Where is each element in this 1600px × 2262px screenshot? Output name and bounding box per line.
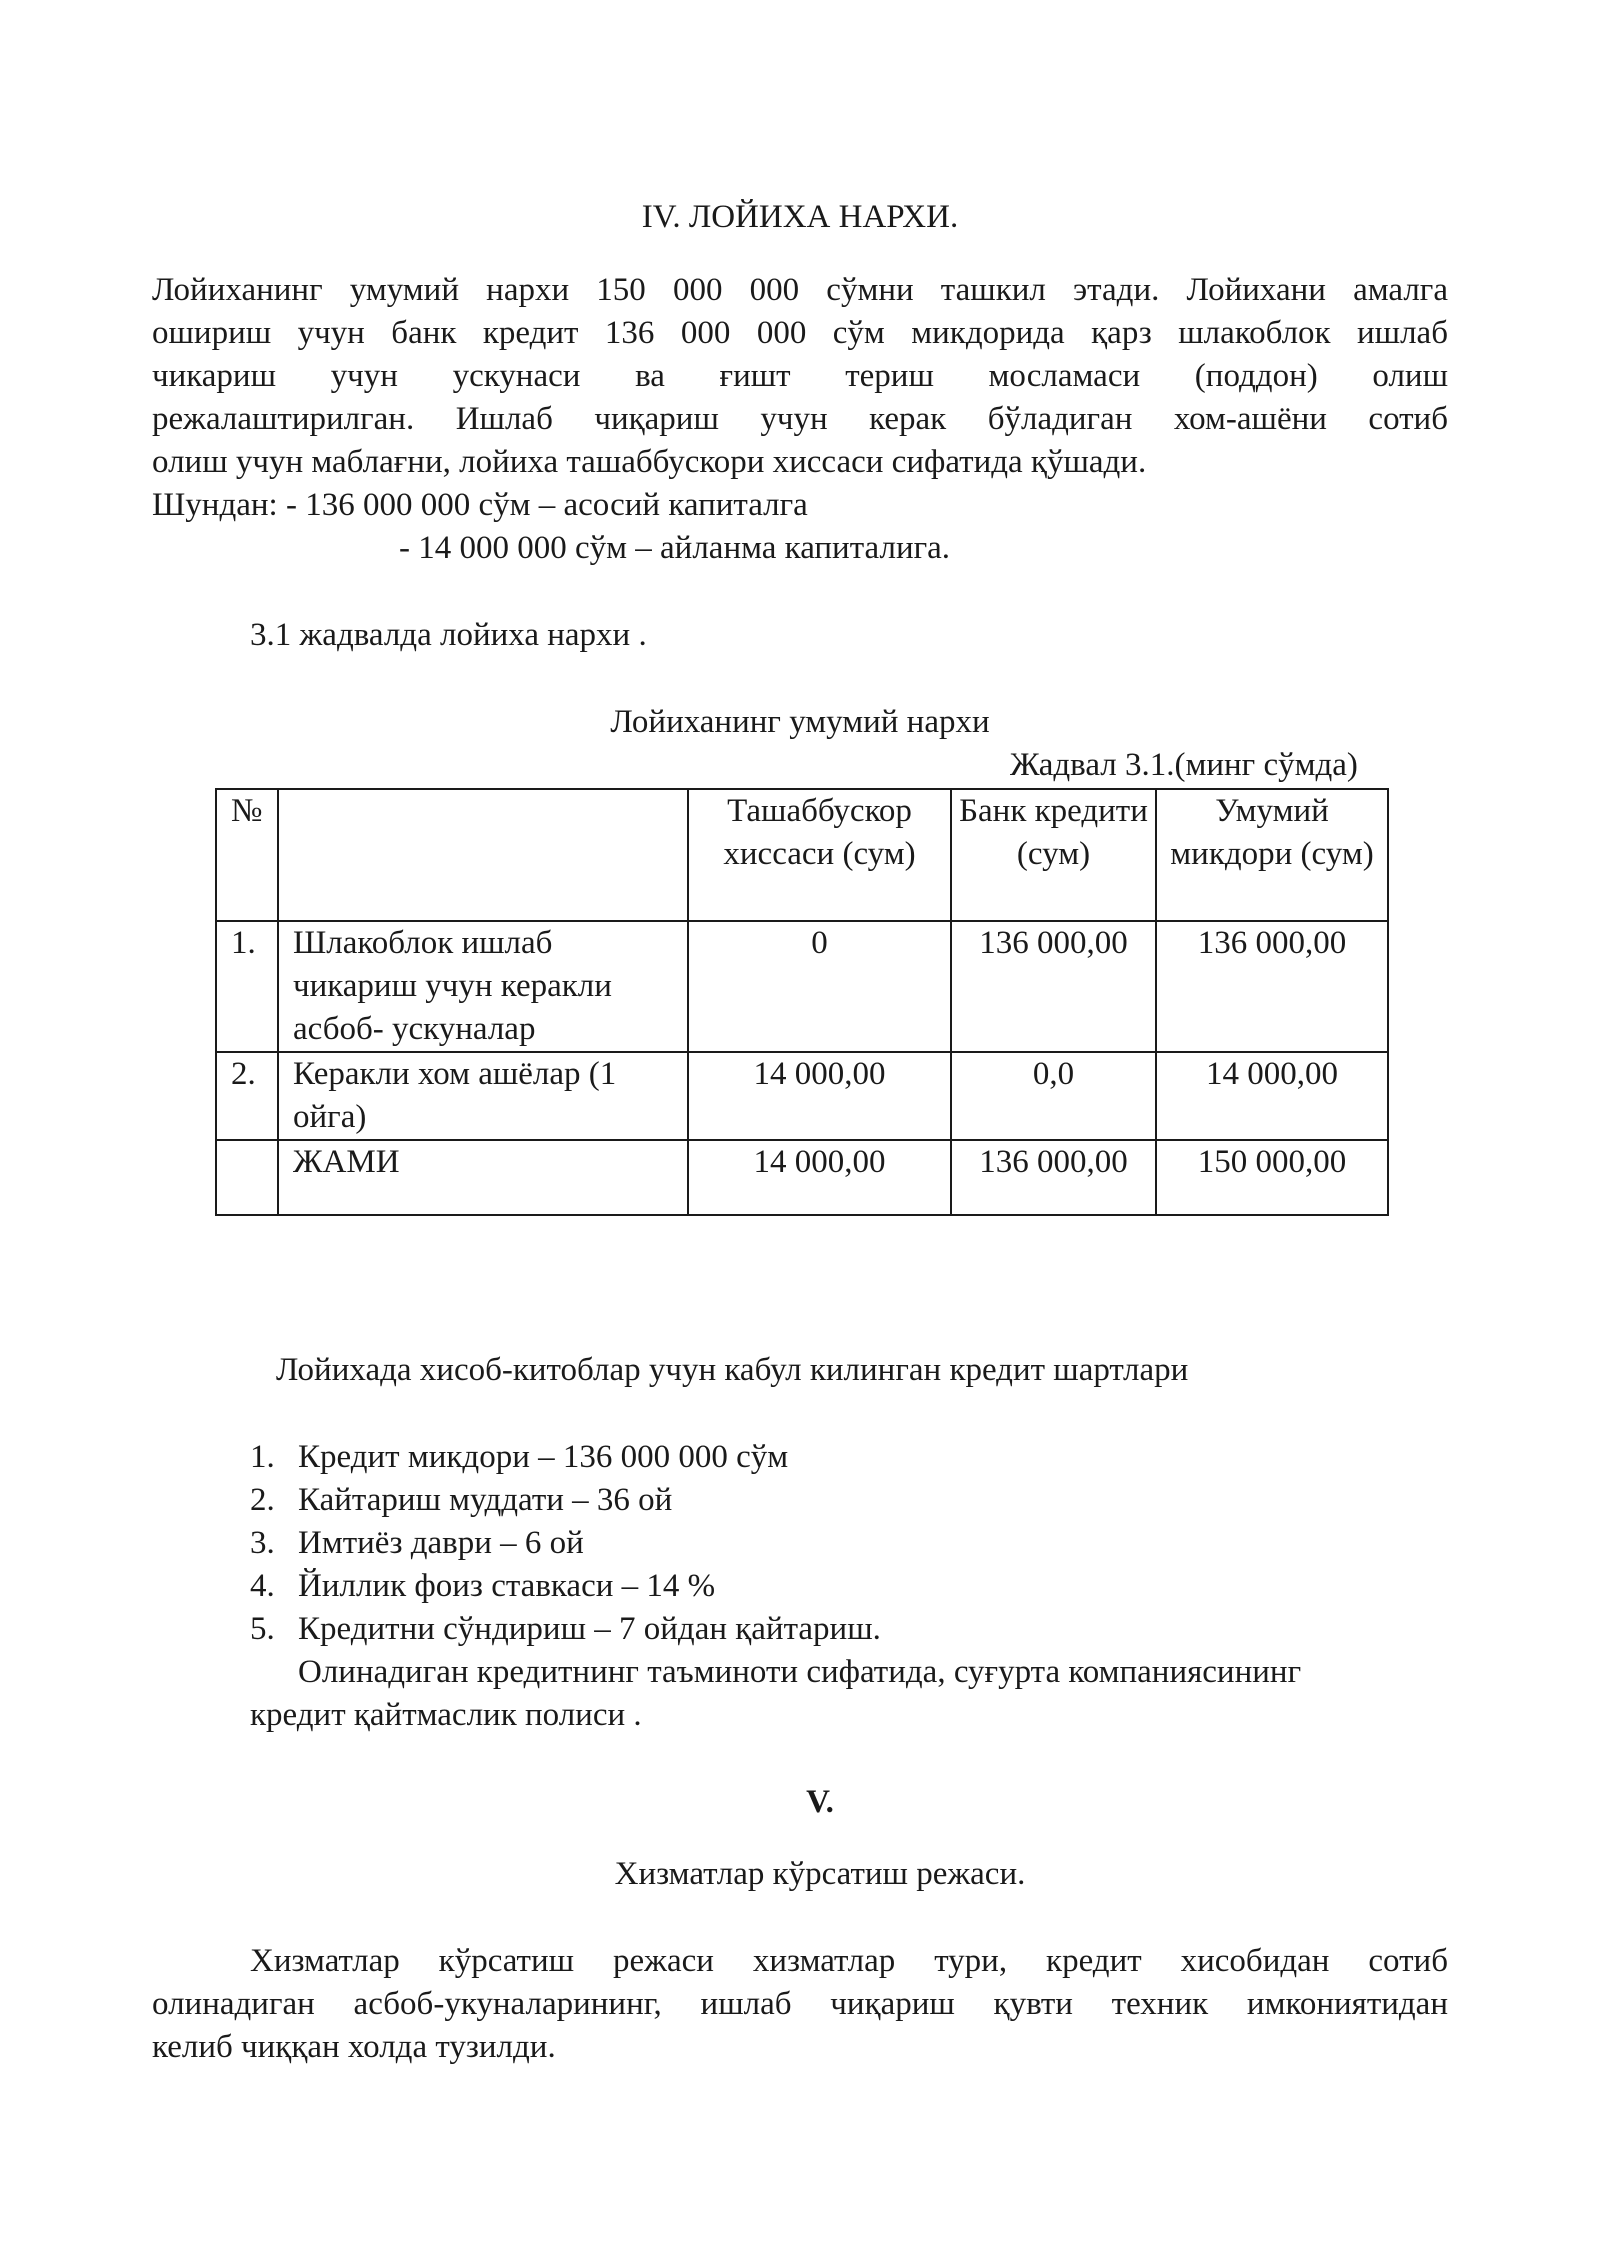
header-initiator-share: Ташаббускор хиссаси (сум) bbox=[688, 789, 951, 921]
list-item bbox=[250, 1479, 881, 1522]
list-item bbox=[250, 1565, 881, 1608]
capital-split-line-1: Шундан: - 136 000 000 сўм – асосий капиталга bbox=[152, 487, 808, 523]
services-plan-paragraph bbox=[152, 1940, 1448, 2069]
row-bank-credit: 0,0 bbox=[951, 1052, 1156, 1140]
list-text: Кайтариш муддати – 36 ой bbox=[298, 1482, 673, 1518]
table-total-row bbox=[216, 1140, 1388, 1215]
list-text: Кредит микдори – 136 000 000 сўм bbox=[298, 1439, 789, 1475]
paragraph-line: келиб чиққан холда тузилди. bbox=[152, 2029, 556, 2065]
paragraph-line: режалаштирилган. Ишлаб чиқариш учун керак бўладиган хом-ашёни сотиб bbox=[152, 401, 1448, 437]
list-number: 2. bbox=[250, 1482, 275, 1518]
paragraph-line: Лойиханинг умумий нархи 150 000 000 сўмни ташкил этади. Лойихани амалга bbox=[152, 272, 1448, 308]
list-item bbox=[250, 1608, 881, 1651]
list-text: Кредитни сўндириш – 7 ойдан қайтариш. bbox=[298, 1611, 881, 1647]
capital-split-line-2: - 14 000 000 сўм – айланма капиталига. bbox=[399, 530, 951, 566]
header-total-amount: Умумий микдори (сум) bbox=[1156, 789, 1388, 921]
list-item bbox=[250, 1436, 881, 1479]
row-number bbox=[216, 1140, 278, 1215]
row-initiator-share: 14 000,00 bbox=[688, 1052, 951, 1140]
header-item bbox=[278, 789, 688, 921]
table-reference: 3.1 жадвалда лойиха нархи . bbox=[250, 617, 647, 653]
list-number: 5. bbox=[250, 1611, 275, 1647]
paragraph-line: Хизматлар кўрсатиш режаси хизматлар тури, кредит хисобидан сотиб bbox=[250, 1943, 1448, 1979]
list-text: Имтиёз даври – 6 ой bbox=[298, 1525, 584, 1561]
paragraph-line: ошириш учун банк кредит 136 000 000 сўм микдорида қарз шлакоблок ишлаб bbox=[152, 315, 1448, 351]
credit-terms-heading: Лойихада хисоб-китоблар учун кабул килинган кредит шартлари bbox=[276, 1352, 1189, 1388]
row-total-amount: 150 000,00 bbox=[1156, 1140, 1388, 1215]
table-unit-note: Жадвал 3.1.(минг сўмда) bbox=[1010, 747, 1358, 783]
row-item: Шлакоблок ишлаб чикариш учун керакли асбоб- ускуналар bbox=[278, 921, 688, 1052]
paragraph-line: олиш учун маблағни, лойиха ташаббускори хиссаси сифатида қўшади. bbox=[152, 444, 1147, 480]
section-5-number: V. bbox=[806, 1784, 834, 1820]
row-bank-credit: 136 000,00 bbox=[951, 921, 1156, 1052]
paragraph-line: олинадиган асбоб-укуналарининг, ишлаб чиқариш қувти техник имкониятидан bbox=[152, 1986, 1448, 2022]
header-bank-credit: Банк кредити (сум) bbox=[951, 789, 1156, 921]
list-item bbox=[250, 1522, 881, 1565]
row-total-amount: 14 000,00 bbox=[1156, 1052, 1388, 1140]
row-item: Керакли хом ашёлар (1 ойга) bbox=[278, 1052, 688, 1140]
row-total-amount: 136 000,00 bbox=[1156, 921, 1388, 1052]
table-caption: Лойиханинг умумий нархи bbox=[610, 704, 990, 740]
row-initiator-share: 14 000,00 bbox=[688, 1140, 951, 1215]
table-row bbox=[216, 1052, 1388, 1140]
project-cost-paragraph bbox=[152, 269, 1448, 484]
header-number: № bbox=[216, 789, 278, 921]
section-5-title: Хизматлар кўрсатиш режаси. bbox=[614, 1856, 1026, 1892]
row-item: ЖАМИ bbox=[278, 1140, 688, 1215]
table-row bbox=[216, 921, 1388, 1052]
list-text: Йиллик фоиз ставкаси – 14 % bbox=[298, 1568, 716, 1604]
list-number: 4. bbox=[250, 1568, 275, 1604]
row-number: 1. bbox=[216, 921, 278, 1052]
credit-security-line-1: Олинадиган кредитнинг таъминоти сифатида, суғурта компаниясининг bbox=[298, 1654, 1302, 1690]
row-bank-credit: 136 000,00 bbox=[951, 1140, 1156, 1215]
paragraph-line: чикариш учун ускунаси ва ғишт териш мосламаси (поддон) олиш bbox=[152, 358, 1448, 394]
project-cost-table bbox=[215, 788, 1389, 1216]
section-4-title: IV. ЛОЙИХА НАРХИ. bbox=[641, 199, 959, 235]
table-header-row bbox=[216, 789, 1388, 921]
list-number: 3. bbox=[250, 1525, 275, 1561]
row-number: 2. bbox=[216, 1052, 278, 1140]
list-number: 1. bbox=[250, 1439, 275, 1475]
row-initiator-share: 0 bbox=[688, 921, 951, 1052]
credit-security-line-2: кредит қайтмаслик полиси . bbox=[250, 1697, 642, 1733]
credit-terms-list bbox=[250, 1436, 881, 1651]
